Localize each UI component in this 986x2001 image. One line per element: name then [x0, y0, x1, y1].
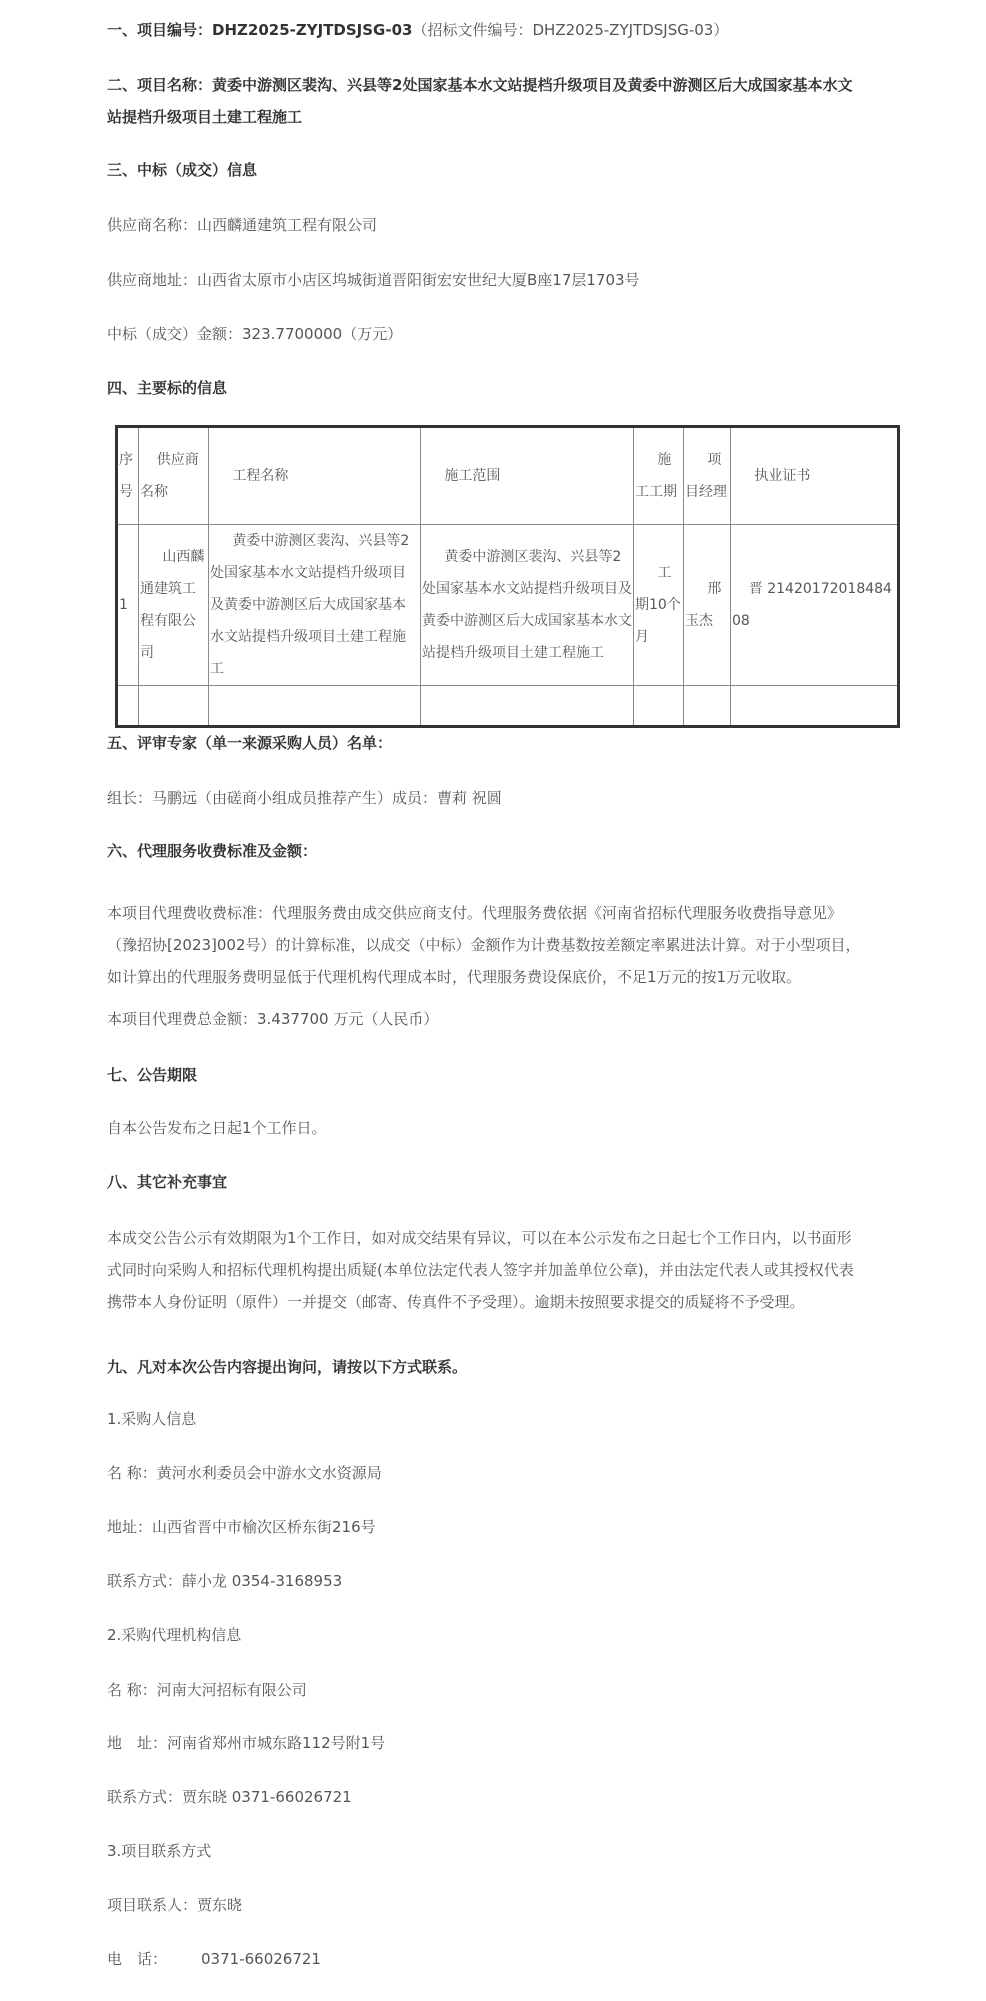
main-subject-table — [115, 425, 900, 728]
agency-heading: 2.采购代理机构信息 — [107, 1626, 242, 1644]
cell-certificate: 晋 2142017201848408 — [731, 525, 899, 686]
purchaser-heading: 1.采购人信息 — [107, 1410, 197, 1428]
expert-list: 组长：马鹏远（由磋商小组成员推荐产生）成员：曹莉 祝圆 — [107, 789, 502, 807]
empty-cell — [634, 686, 684, 727]
supplementary-line-1: 本成交公告公示有效期限为1个工作日，如对成交结果有异议，可以在本公示发布之日起七个工作日内，以书面形 — [107, 1229, 852, 1247]
header-manager: 项目经理 — [684, 427, 731, 525]
empty-cell — [139, 686, 209, 727]
project-contact-phone — [107, 1943, 321, 1975]
fee-standard-line-2: （豫招协[2023]002号）的计算标准，以成交（中标）金额作为计费基数按差额定率累进法计算。对于小型项目， — [107, 936, 861, 954]
project-name-line-2: 站提档升级项目土建工程施工 — [107, 108, 303, 126]
cell-period: 工期10个月 — [634, 525, 684, 686]
project-number-label: 一、项目编号： — [107, 21, 213, 39]
table-row — [117, 525, 899, 686]
notice-period: 自本公告发布之日起1个工作日。 — [107, 1119, 327, 1137]
cell-project-name: 黄委中游测区裴沟、兴县等2处国家基本水文站提档升级项目及黄委中游测区后大成国家基本水文站提档升级项目土建工程施工 — [209, 525, 421, 686]
agency-address: 地 址：河南省郑州市城东路112号附1号 — [107, 1734, 386, 1752]
empty-cell — [731, 686, 899, 727]
fee-standard-line-3: 如计算出的代理服务费明显低于代理机构代理成本时，代理服务费设保底价，不足1万元的按1万元收取。 — [107, 968, 802, 986]
cell-manager: 邢玉杰 — [684, 525, 731, 686]
purchaser-address: 地址：山西省晋中市榆次区桥东街216号 — [107, 1518, 376, 1536]
agency-name: 名 称：河南大河招标有限公司 — [107, 1681, 307, 1699]
header-project-name: 工程名称 — [209, 427, 421, 525]
section-5-title: 五、评审专家（单一来源采购人员）名单： — [107, 734, 393, 752]
supplier-name: 供应商名称：山西麟通建筑工程有限公司 — [107, 216, 378, 234]
project-name-line-1: 二、项目名称：黄委中游测区裴沟、兴县等2处国家基本水文站提档升级项目及黄委中游测区后大成国家基本水文 — [107, 76, 853, 94]
section-8-title: 八、其它补充事宜 — [107, 1173, 228, 1191]
supplementary-line-3: 携带本人身份证明（原件）一并提交（邮寄、传真件不予受理）。逾期未按照要求提交的质疑将不予受理。 — [107, 1293, 805, 1311]
empty-cell — [684, 686, 731, 727]
section-2-project-name — [107, 69, 852, 133]
project-number-value: DHZ2025-ZYJTDSJSG-03 — [212, 21, 413, 39]
cell-scope: 黄委中游测区裴沟、兴县等2处国家基本水文站提档升级项目及黄委中游测区后大成国家基本水文站提档升级项目土建工程施工 — [421, 525, 634, 686]
tender-doc-number: （招标文件编号：DHZ2025-ZYJTDSJSG-03） — [412, 21, 729, 39]
section-7-title: 七、公告期限 — [107, 1066, 198, 1084]
supplementary-matters — [107, 1222, 854, 1318]
cell-supplier: 山西麟通建筑工程有限公司 — [139, 525, 209, 686]
header-scope: 施工范围 — [421, 427, 634, 525]
award-amount: 中标（成交）金额：323.7700000（万元） — [107, 325, 403, 343]
empty-cell — [117, 686, 139, 727]
cell-seq: 1 — [117, 525, 139, 686]
section-3-title: 三、中标（成交）信息 — [107, 161, 258, 179]
agency-fee-total: 本项目代理费总金额：3.437700 万元（人民币） — [107, 1010, 439, 1028]
fee-standard-line-1: 本项目代理费收费标准：代理服务费由成交供应商支付。代理服务费依据《河南省招标代理服务收费指导意见》 — [107, 904, 843, 922]
purchaser-contact: 联系方式：薛小龙 0354-3168953 — [107, 1572, 343, 1590]
header-seq: 序号 — [117, 427, 139, 525]
table-empty-row — [117, 686, 899, 727]
phone-number: 0371-66026721 — [201, 1950, 321, 1968]
project-contact-heading: 3.项目联系方式 — [107, 1842, 212, 1860]
project-contact-person: 项目联系人：贾东晓 — [107, 1896, 243, 1914]
header-certificate: 执业证书 — [731, 427, 899, 525]
section-4-title: 四、主要标的信息 — [107, 379, 228, 397]
table-header-row — [117, 427, 899, 525]
empty-cell — [421, 686, 634, 727]
purchaser-name: 名 称：黄河水利委员会中游水文水资源局 — [107, 1464, 382, 1482]
section-9-title: 九、凡对本次公告内容提出询问，请按以下方式联系。 — [107, 1358, 468, 1376]
section-1-project-number — [107, 14, 728, 46]
agency-fee-standard — [107, 897, 861, 993]
supplier-address: 供应商地址：山西省太原市小店区坞城街道晋阳街宏安世纪大厦B座17层1703号 — [107, 271, 640, 289]
phone-label: 电 话： — [107, 1950, 168, 1968]
supplementary-line-2: 式同时向采购人和招标代理机构提出质疑(本单位法定代表人签字并加盖单位公章)，并由法定代表人或其授权代表 — [107, 1261, 854, 1279]
header-supplier: 供应商名称 — [139, 427, 209, 525]
header-period: 施工工期 — [634, 427, 684, 525]
agency-contact: 联系方式：贾东晓 0371-66026721 — [107, 1788, 352, 1806]
section-6-title: 六、代理服务收费标准及金额： — [107, 842, 318, 860]
empty-cell — [209, 686, 421, 727]
